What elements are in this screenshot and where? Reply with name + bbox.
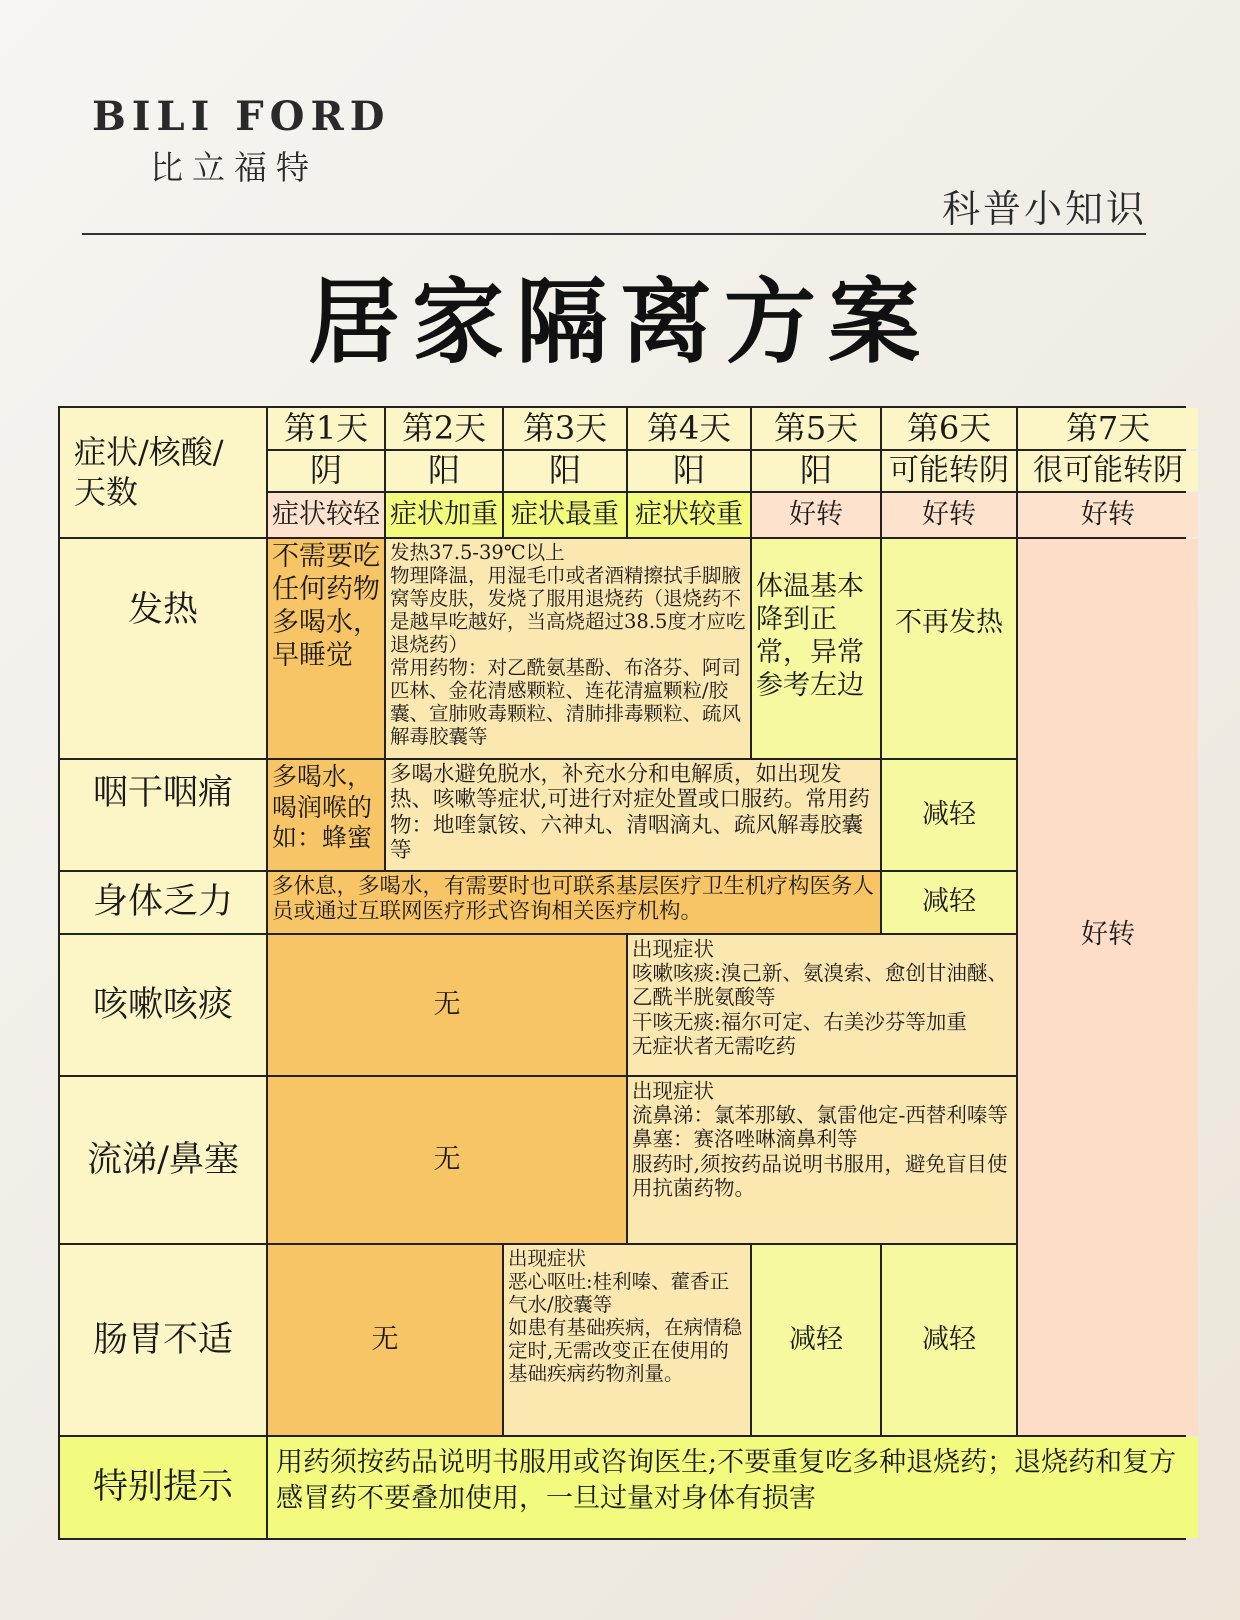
gut-day-5: 减轻 [752,1245,880,1435]
special-tip-text: 用药须按药品说明书服用或咨询医生;不要重复吃多种退烧药；退烧药和复方感冒药不要叠加使用，一旦过量对身体有损害 [268,1437,1198,1538]
row-label-cough: 咳嗽咳痰 [60,935,266,1075]
test-result-3: 阳 [504,451,626,491]
isolation-table [58,406,1186,1540]
cough-day-4-6: 出现症状 咳嗽咳痰:溴己新、氨溴索、愈创甘油醚、乙酰半胱氨酸等 干咳无痰:福尔可定、右美沙芬等加重 无症状者无需吃药 [628,935,1016,1075]
test-result-6: 可能转阴 [882,451,1016,491]
row-label-fever: 发热 [60,539,266,758]
day-7-improving: 好转 [1018,539,1198,1435]
status-day-1: 症状较轻 [268,493,384,537]
test-result-5: 阳 [752,451,880,491]
day-header-6: 第6天 [882,408,1016,449]
day-header-2: 第2天 [386,408,502,449]
section-tag: 科普小知识 [941,187,1147,231]
test-result-2: 阳 [386,451,502,491]
day-header-3: 第3天 [504,408,626,449]
header-divider [82,233,1146,235]
logo-english: BILI FORD [92,93,391,140]
row-label-tip: 特别提示 [60,1437,266,1538]
fever-day-6: 不再发热 [882,539,1016,758]
day-header-5: 第5天 [752,408,880,449]
status-day-7: 好转 [1018,493,1198,537]
gut-day-6: 减轻 [882,1245,1016,1435]
gut-day-3-4: 出现症状 恶心呕吐:桂利嗪、藿香正气水/胶囊等 如患有基础疾病，在病情稳定时,无需改变正在使用的基础疾病药物剂量。 [504,1245,750,1435]
status-day-3: 症状最重 [504,493,626,537]
fatigue-day-6: 减轻 [882,872,1016,933]
nose-day-4-6: 出现症状 流鼻涕：氯苯那敏、氯雷他定-西替利嗪等 鼻塞：赛洛唑啉滴鼻利等 服药时,须按药品说明书服用，避免盲目使用抗菌药物。 [628,1077,1016,1243]
day-header-4: 第4天 [628,408,750,449]
fever-day-1: 不需要吃任何药物多喝水，早睡觉 [268,539,384,758]
gut-day-1-2: 无 [268,1245,502,1435]
throat-day-6: 减轻 [882,760,1016,870]
status-day-2: 症状加重 [386,493,502,537]
fatigue-day-1-5: 多休息，多喝水，有需要时也可联系基层医疗卫生机疗构医务人员或通过互联网医疗形式咨询相关医疗机构。 [268,872,880,933]
status-day-6: 好转 [882,493,1016,537]
page-title: 居家隔离方案 [307,269,932,376]
corner-header: 症状/核酸/天数 [60,408,266,537]
row-label-nose: 流涕/鼻塞 [60,1077,266,1243]
nose-day-1-3: 无 [268,1077,626,1243]
fever-day-2-4: 发热37.5-39℃以上 物理降温，用湿毛巾或者酒精擦拭手脚腋窝等皮肤，发烧了服用退烧药（退烧药不是越早吃越好，当高烧超过38.5度才应吃退烧药） 常用药物：对乙酰氨基酚、布洛芬、阿司匹林、金花清感颗粒、连花清瘟颗粒/胶囊、宣肺败毒颗粒、清肺排毒颗粒、疏风解毒胶囊等 [386,539,750,758]
row-label-throat: 咽干咽痛 [60,760,266,870]
brand-logo [92,94,390,189]
logo-chinese: 比立福特 [150,148,318,187]
test-result-7: 很可能转阴 [1018,451,1198,491]
fever-day-5: 体温基本降到正常，异常参考左边 [752,539,880,758]
day-header-1: 第1天 [268,408,384,449]
throat-day-1: 多喝水，喝润喉的如：蜂蜜 [268,760,384,870]
status-day-4: 症状较重 [628,493,750,537]
test-result-4: 阳 [628,451,750,491]
test-result-1: 阴 [268,451,384,491]
throat-day-2-5: 多喝水避免脱水，补充水分和电解质，如出现发热、咳嗽等症状,可进行对症处置或口服药。常用药物：地喹氯铵、六神丸、清咽滴丸、疏风解毒胶囊等 [386,760,880,870]
day-header-7: 第7天 [1018,408,1198,449]
row-label-gut: 肠胃不适 [60,1245,266,1435]
row-label-fatigue: 身体乏力 [60,872,266,933]
status-day-5: 好转 [752,493,880,537]
cough-day-1-3: 无 [268,935,626,1075]
